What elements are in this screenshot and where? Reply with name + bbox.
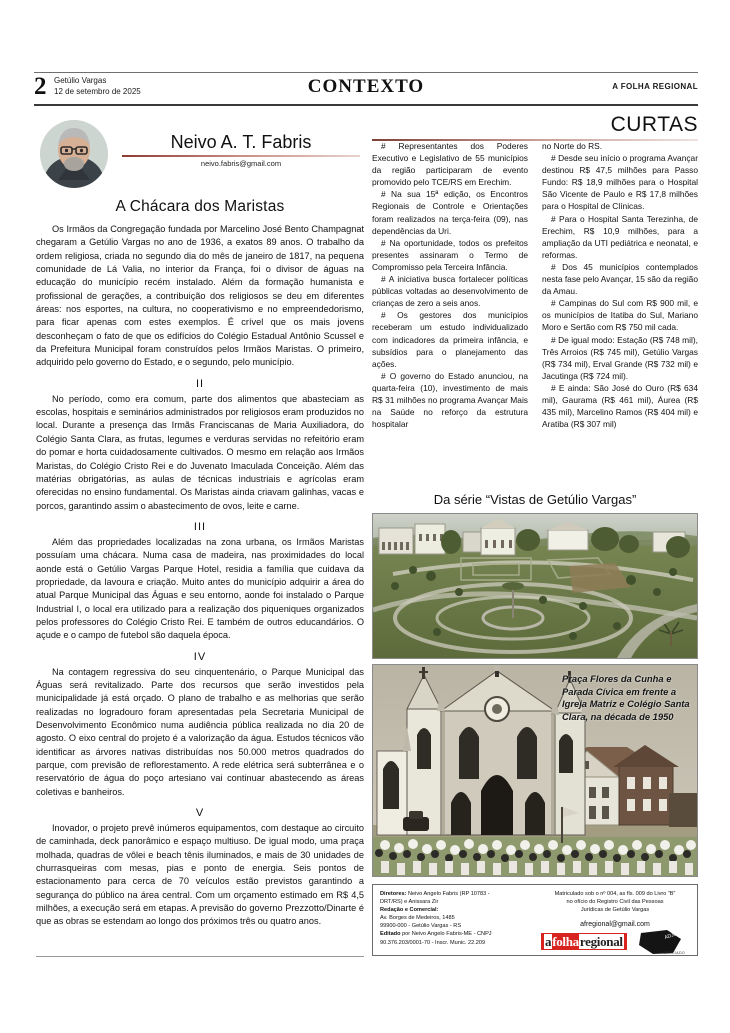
masthead-rule-top: [34, 72, 698, 73]
series-title: Da série “Vistas de Getúlio Vargas”: [433, 492, 637, 507]
article-column: [36, 118, 364, 929]
curta-item: # De igual modo: Estação (R$ 748 mil), Três Arroios (R$ 745 mil), Getúlio Vargas (R$ 734 mil), Erval Grande (R$ 732 mil) e Jacutinga (R$ 724 mil).: [542, 334, 698, 381]
article-paragraph: Na contagem regressiva do seu cinquentenário, o Parque Municipal das Águas será revitalizado. Parte dos recursos que serão investidos pela municipalidade já está orçado. O plano de trabalho e as melhorias que serão realizadas no logradouro foram apresentadas pela Secretaria Municipal de Desenvolvimento Econômico numa audiência pública realizada no dia 20 de agosto. O eixo central do projeto é a valorização da água. Estudos técnicos vão identificar as árvores nativas distribuídas nos 50.000 metros quadrados do parque, com previsão de reflorestamento. A rede elétrica será subterrânea e o reservatório de água do poço artesiano vai continuar abastecendo as áreas coletivas e banheiros.: [36, 666, 364, 797]
logo-part-a: a: [545, 934, 552, 949]
page-number: 2: [34, 73, 47, 100]
author-name: Neivo A. T. Fabris: [170, 132, 312, 152]
colophon-left-text: [380, 890, 530, 947]
section-numeral: IV: [193, 650, 207, 663]
logo-part-folha: folha: [552, 934, 579, 949]
avatar: [40, 120, 108, 188]
curta-item: # Dos 45 municípios contemplados nesta fase pelo Avançar, 15 são da região da Amau.: [542, 261, 698, 297]
colophon-line: Av. Borges de Medeiros, 1485: [380, 915, 455, 922]
colophon-right-text: [539, 890, 691, 914]
issue-date: 12 de setembro de 2025: [54, 87, 141, 96]
curtas-header: [372, 114, 698, 141]
curta-item: # Na sua 15ª edição, os Encontros Regionais de Controle e Orientações foram realizados na terça-feira (09), nas dependências da Uri.: [372, 189, 528, 236]
author-underline: [122, 155, 360, 157]
curta-item: # E ainda: São José do Ouro (R$ 634 mil), Gaurama (R$ 461 mil), Áurea (R$ 435 mil), Marcelino Ramos (R$ 404 mil) e Aratiba (R$ 307 mil): [542, 382, 698, 430]
curtas-column-left: [372, 140, 528, 430]
logo-part-regional: regional: [579, 934, 623, 949]
article-paragraph: Os Irmãos da Congregação fundada por Marcelino José Bento Champagnat chegaram a Getúlio Vargas no ano de 1936, a exatos 89 anos. O trabalho da ordem religiosa, criada no segundo dia do mês de janeiro de 1817, na pequena comunidade de Lá Valia, no interior da França, foi o divisor de águas na educação do município recém instalado. Além da formação humanista e profissional de gerações, a contribuição dos religiosos se deu em diferentes áreas: nos esportes, na cultura, no cooperativismo e no empreendedorismo, para ficar apenas com estes exemplos. É crível que os mais jovens desconheçam o fato de que os edifícios do Colégio Estadual Antônio Scussel e da Prefeitura Municipal foram construídos pelos Irmãos Maristas. O primeiro, adquirido pelo governo do Estado, e o segundo, pelo município.: [36, 224, 364, 368]
curta-item: # O governo do Estado anunciou, na quarta-feira (10), investimento de mais R$ 31 milhões no programa Avançar Mais na Saúde no reforço da estrutura hospitalar: [372, 370, 528, 430]
adjori-caption: ASSOCIADO: [660, 951, 685, 955]
article-paragraph: Inovador, o projeto prevê inúmeros equipamentos, com destaque ao circuito de caminhada, deck panorâmico e espaço multiuso. De igual modo, uma praça molhada, quadras de vôlei e beach tênis iluminados, e mais de 30 unidades de churrasqueiras com mesas, pias e ponto de energia. Seis pontos de estacionamento para cerca de 70 veículos estão previstos garantindo a segurança do público na área central. Com um orçamento estimado em R$ 4,5 milhões, a execução será em etapas. A previsão do governo Prezzotto/Dinarte é que as obras se estendam ao longo dos próximos três ou quatro anos.: [36, 823, 364, 927]
section-title: CONTEXTO: [307, 76, 425, 97]
colophon-line: DRT/RS) e Anissara Zir: [380, 899, 439, 906]
colophon-label-diretores: Diretores:: [380, 891, 407, 897]
byline: [36, 118, 364, 196]
colophon-value: por Neivo Angelo Fabris-ME - CNPJ: [400, 931, 492, 938]
curta-item: # Na oportunidade, todos os prefeitos presentes assinaram o Termo de Compromisso pela Terceira Infância.: [372, 237, 528, 272]
curtas-title: CURTAS: [610, 113, 698, 136]
author-email[interactable]: neivo.fabris@gmail.com: [200, 159, 282, 168]
colophon-line: 99900-000 - Getúlio Vargas - RS: [380, 923, 462, 930]
city-name: Getúlio Vargas: [54, 76, 107, 85]
curta-item: # A iniciativa busca fortalecer políticas públicas voltadas ao desenvolvimento de crianças de zero a seis anos.: [372, 274, 528, 309]
curta-item: # Para o Hospital Santa Terezinha, de Erechim, R$ 10,9 milhões, para a ampliação da UTI pediátrica e neonatal, e reformas.: [542, 213, 698, 260]
curtas-column-right: [542, 140, 698, 430]
curta-item: # Desde seu início o programa Avançar destinou R$ 47,5 milhões para Passo Fundo: R$ 18,9 milhões para o Hospital São Vicente de Paulo e R$ 17,8 milhões para o Hospital de Clínicas.: [542, 153, 698, 212]
photo-caption: Praça Flores da Cunha e Parada Cívica em frente a Igreja Matriz e Colégio Santa Clara, na década de 1950: [562, 673, 690, 722]
colophon-line: 90.376.203/0001-70 - Inscr. Munic. 22.209: [380, 939, 486, 946]
curta-item: # Representantes dos Poderes Executivo e Legislativo de 55 municípios da região participaram de evento promovido pelo TCE/RS em Erechim.: [372, 141, 528, 188]
colophon-label-redacao: Redação e Comercial:: [380, 907, 439, 914]
curtas-body: [372, 140, 698, 490]
colophon-registry-line: Jurídicas de Getúlio Vargas: [580, 907, 650, 914]
article-title: A Chácara dos Maristas: [115, 198, 285, 215]
colophon-registry-line: Matriculado sob o nº 004, as fls. 009 do Livro “B”: [554, 891, 676, 897]
afolharegional-logo: [541, 933, 627, 950]
paper-name: A FOLHA REGIONAL: [612, 82, 698, 91]
section-numeral: III: [193, 520, 207, 533]
author-block: [122, 132, 360, 168]
curta-item-continuation: no Norte do RS.: [542, 141, 603, 151]
colophon-registry-line: no ofício do Registro Civil das Pessoas: [566, 899, 664, 906]
article-paragraph: No período, como era comum, parte dos alimentos que abasteciam as escolas, hospitais e seminários administrados por religiosos eram produzidos no local. Durante a presença das Irmãs Franciscanas de Maria Auxiliadora, do Colégio Santa Clara, as frutas, legumes e verduras servidas no refeitório eram do pomar e horta cuidadosamente cultivados. O mesmo em relação aos Irmãos Maristas, do Colégio Cristo Rei e do Juvenato Imaculada Conceição. Além das matérias obrigatórias, as aulas de técnicas industriais e agrícolas eram oferecidas no ensino fundamental. Os Maristas ainda criavam galinhas, vacas e porcos, garantindo assim o abastecimento de ovos, leite e carne.: [36, 393, 364, 511]
page-masthead: [34, 72, 698, 106]
colophon-value: Neivo Angelo Fabris (RP 10783 -: [406, 891, 490, 897]
colophon-label-editado: Editado: [380, 931, 401, 938]
svg-text:ADJORI: ADJORI: [663, 929, 683, 941]
section-numeral: II: [195, 377, 205, 390]
photo-praca-aerial: [372, 513, 698, 659]
curta-item: # Campinas do Sul com R$ 900 mil, e os municípios de Itatiba do Sul, Mariano Moro e Sertão com R$ 750 mil cada.: [542, 298, 698, 333]
article-bottom-rule: [36, 956, 364, 957]
masthead-rule-bottom: [34, 104, 698, 106]
contact-email[interactable]: afregional@gmail.com: [580, 921, 650, 928]
colophon-box: [372, 884, 698, 956]
section-numeral: V: [195, 807, 205, 820]
curta-item: # Os gestores dos municípios receberam um estudo individualizado com indicadores da primeira infância, e subsídios para o planejamento das ações.: [372, 310, 528, 369]
article-paragraph: Além das propriedades localizadas na zona urbana, os Irmãos Maristas possuíam uma chácara. Numa casa de madeira, nas proximidades do local aonde está o Getúlio Vargas Parque Hotel, residia a família que cuidava da propriedade, da lavoura e criação. Muito antes do município adquirir a área do atual Parque Municipal das Águas e seu entorno, aonde foi instalado o Parque Industrial I, o local era utilizado para a realização dos piqueniques organizados pelos professores do Colégio Cristo Rei. E também de outros educandários. O açude e o campo de futebol são daquela época.: [36, 536, 364, 641]
